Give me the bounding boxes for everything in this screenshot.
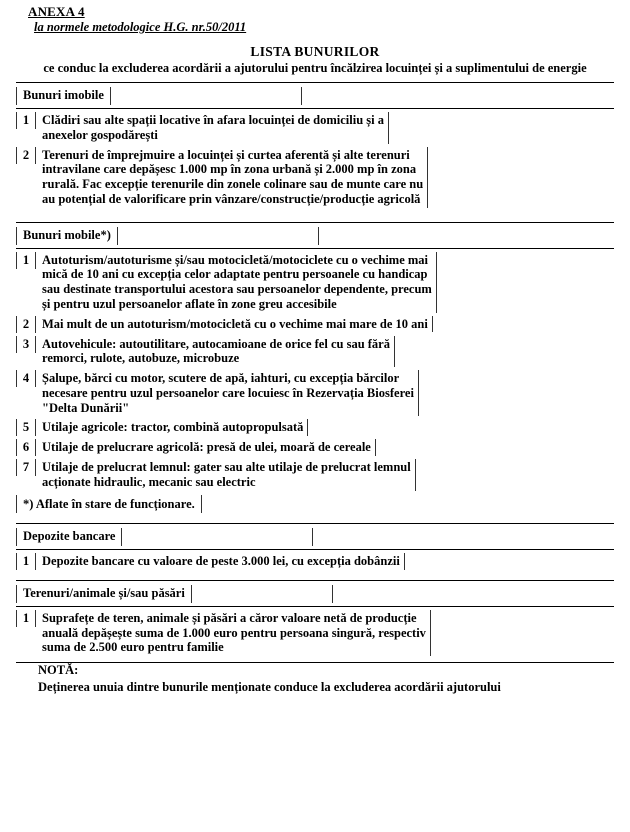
section-depozite-bancare [16,523,614,570]
section-footnote: *) Aflate în stare de funcționare. [16,495,202,513]
list-item [16,370,614,416]
header-tail [313,528,614,546]
list-item [16,336,614,368]
item-number: 6 [16,439,36,456]
item-line: anexelor gospodărești [42,127,158,142]
list-item [16,316,614,333]
section-divider [16,248,614,249]
footer-note [16,662,614,695]
item-line: și pentru uzul persoanelor aflate în zone greu accesibile [42,296,337,311]
section-header-row [16,585,614,603]
list-item [16,252,614,313]
list-item [16,439,614,456]
item-line: anuală depășește suma de 1.000 euro pentru persoana singură, respectiv [42,625,426,640]
item-text [36,252,437,313]
item-number: 1 [16,610,36,627]
item-number: 1 [16,252,36,269]
annex-reference: la normele metodologice H.G. nr.50/2011 [34,20,247,34]
item-line: Mai mult de un autoturism/motocicletă cu o vechime mai mare de 10 ani [42,316,428,331]
item-line: Utilaje de prelucrat lemnul: gater sau alte utilaje de prelucrat lemnul [42,460,411,475]
section-divider [16,222,614,223]
list-item [16,147,614,208]
item-line: Terenuri de împrejmuire a locuinței și curtea aferentă și alte terenuri [42,147,410,162]
item-text [36,370,419,416]
item-line: Autovehicule: autoutilitare, autocamioane de orice fel cu sau fără [42,336,390,351]
page-subtitle: ce conduc la excluderea acordării a ajutorului pentru încălzirea locuinței și a suplimentului de energie [43,61,587,75]
list-item [16,112,614,144]
section-bunuri-imobile [16,82,614,208]
section-bunuri-mobile [16,222,614,513]
item-number: 2 [16,147,36,164]
item-line: acționate hidraulic, mecanic sau electric [42,475,256,489]
item-text [36,316,433,333]
item-line: Autoturism/autoturisme și/sau motocicletă/motociclete cu o vechime mai [42,252,429,267]
item-text [36,610,431,656]
item-line: au potențial de valorificare prin vânzare/construcție/producție agricolă [42,191,421,206]
item-number: 5 [16,419,36,436]
header-tail [333,585,614,603]
item-line: Depozite bancare cu valoare de peste 3.000 lei, cu excepția dobânzii [42,553,400,568]
item-text [36,459,416,491]
item-text [36,553,405,570]
document-body [16,82,614,695]
section-heading: Depozite bancare [16,528,122,546]
header-spacer [118,227,319,245]
header-spacer [111,87,302,105]
section-heading: Bunuri mobile*) [16,227,118,245]
section-heading: Terenuri/animale și/sau păsări [16,585,192,603]
section-divider [16,580,614,581]
item-number: 1 [16,553,36,570]
item-text [36,336,395,368]
item-line: Suprafețe de teren, animale și păsări a căror valoare netă de producție [42,610,417,625]
item-line: Utilaje agricole: tractor, combină autopropulsată [42,420,304,435]
item-line: Clădiri sau alte spații locative în afara locuinței de domiciliu și a [42,113,385,127]
item-text [36,147,428,208]
header-tail [302,87,614,105]
item-line: Utilaje de prelucrare agricolă: presă de ulei, moară de cereale [42,440,371,455]
item-number: 1 [16,112,36,129]
item-number: 2 [16,316,36,333]
item-number: 7 [16,459,36,476]
item-line: rurală. Fac excepție terenurile din zonele colinare sau de munte care nu [42,177,424,191]
annex-number: ANEXA 4 [28,4,85,19]
item-number: 3 [16,336,36,353]
list-item [16,459,614,491]
list-item [16,610,614,656]
note-label: NOTĂ: [38,663,79,677]
header-tail [319,227,614,245]
section-header-row [16,87,614,105]
section-divider [16,549,614,550]
page-title: LISTA BUNURILOR [250,44,380,59]
item-line: Șalupe, bărci cu motor, scutere de apă, iahturi, cu excepția bărcilor [42,371,400,385]
item-text [36,439,376,456]
spacer [16,570,614,580]
section-divider [16,108,614,109]
header-spacer [192,585,333,603]
item-number: 4 [16,370,36,387]
note-text: Deținerea unuia dintre bunurile menționate conduce la excluderea acordării ajutorului [38,680,501,694]
item-text [36,419,308,436]
item-line: suma de 2.500 euro pentru familie [42,640,224,655]
header-spacer [122,528,313,546]
item-line: sau destinate transportului acestora sau persoanelor dependente, precum [42,282,432,296]
item-line: remorci, rulote, autobuze, microbuze [42,351,240,366]
item-line: "Delta Dunării" [42,400,130,415]
section-heading: Bunuri imobile [16,87,111,105]
section-divider [16,523,614,524]
section-divider [16,82,614,83]
section-header-row [16,528,614,546]
list-item [16,553,614,570]
section-terenuri-animale [16,580,614,656]
item-text [36,112,389,144]
spacer [16,513,614,523]
spacer [16,208,614,222]
item-line: necesare pentru uzul persoanelor care locuiesc în Rezervația Biosferei [42,385,414,400]
item-line: mică de 10 ani cu excepția celor adaptate pentru persoanele cu handicap [42,267,428,282]
list-item [16,419,614,436]
section-header-row [16,227,614,245]
section-divider [16,606,614,607]
item-line: intravilane care depășesc 1.000 mp în zona urbană și 2.000 mp în zona [42,162,417,177]
